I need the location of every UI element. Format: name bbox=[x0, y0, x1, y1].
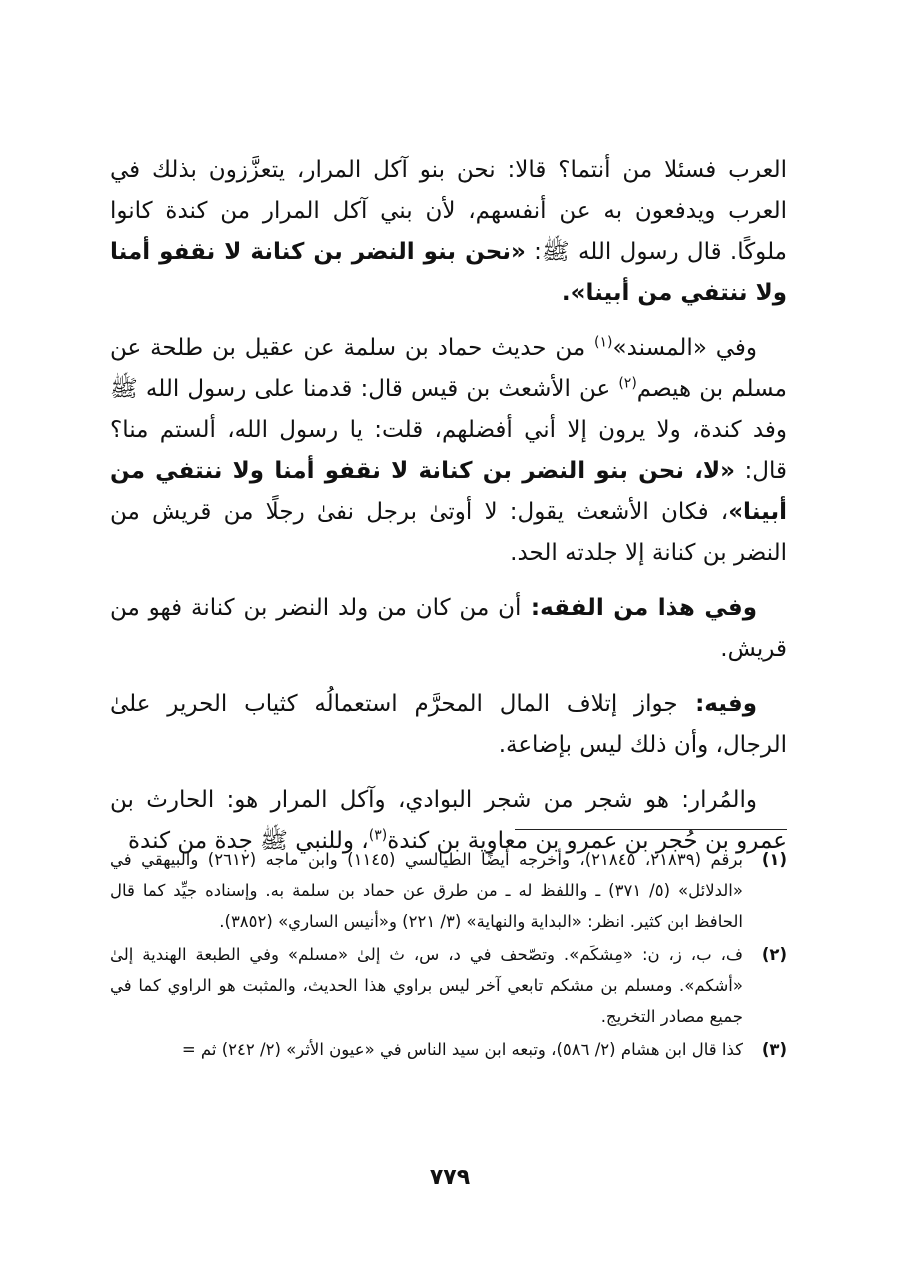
footnote-1 bbox=[110, 844, 787, 937]
main-text bbox=[110, 150, 787, 876]
footnote-ref-1[interactable]: (١) bbox=[594, 334, 613, 351]
footnote-3 bbox=[110, 1034, 787, 1065]
footnote-text: ف، ب، ز، ن: «مِشكَم». وتصّحف في د، س، ث إلىٰ «مسلم» وفي الطبعة الهندية إلىٰ «أشكم». ومسلم بن مشكم تابعي آخر ليس براوي هذا الحديث، والمثبت هو الراوي كما في جميع مصادر التخريج. bbox=[110, 945, 743, 1026]
paragraph-2 bbox=[110, 328, 787, 574]
footnote-separator bbox=[515, 829, 787, 830]
paragraph-2-text: من حديث حماد بن سلمة عن عقيل بن طلحة عن مسلم بن هيصم bbox=[110, 335, 787, 402]
footnote-text: كذا قال ابن هشام (٢/ ٥٨٦)، وتبعه ابن سيد الناس في «عيون الأثر» (٢/ ٢٤٢) ثم = bbox=[181, 1040, 743, 1059]
paragraph-3 bbox=[110, 588, 787, 670]
paragraph-3-text: أن من كان من ولد النضر بن كنانة فهو من قريش. bbox=[110, 595, 787, 662]
paragraph-1-text: العرب فسئلا من أنتما؟ قالا: نحن بنو آكل المرار، يتعزَّزون بذلك في العرب ويدفعون به عن أنفسهم، لأن بني آكل المرار من كندة كانوا ملوكًا. قال رسول الله ﷺ: bbox=[110, 157, 787, 265]
footnotes bbox=[110, 844, 787, 1067]
hadith-quote: «لا، نحن بنو النضر بن كنانة لا نقفو أمنا ولا ننتفي من أبينا» bbox=[110, 458, 787, 525]
footnote-text: برقم (٢١٨٣٩، ٢١٨٤٥)، وأخرجه أيضًا الطيالسي (١١٤٥) وابن ماجه (٢٦١٢) والبيهقي في «الدلائل» (٥/ ٣٧١) ـ واللفظ له ـ من طرق عن حماد بن سلمة به. وإسناده جيِّد كما قال الحافظ ابن كثير. انظر: «البداية والنهاية» (٣/ ٢٢١) و«أنيس الساري» (٣٨٥٢). bbox=[110, 850, 744, 931]
paragraph-1 bbox=[110, 150, 787, 314]
paragraph-2-text: ، فكان الأشعث يقول: لا أوتىٰ برجل نفىٰ رجلًا من قريش من النضر بن كنانة إلا جلدته الحد. bbox=[110, 499, 787, 566]
footnote-ref-2[interactable]: (٢) bbox=[618, 375, 637, 392]
paragraph-2-text: وفي «المسند» bbox=[612, 335, 758, 361]
footnote-2 bbox=[110, 939, 787, 1032]
paragraph-5-text: ، وللنبي ﷺ جدة من كندة bbox=[128, 828, 369, 854]
paragraph-2-text: عن الأشعث بن قيس قال: قدمنا على رسول الله ﷺ وفد كندة، ولا يرون إلا أني أفضلهم، قلت: يا رسول الله، ألستم منا؟ قال: bbox=[110, 376, 787, 484]
footnote-number: (٣) bbox=[761, 1040, 787, 1059]
fiqh-heading: وفيه: bbox=[677, 691, 757, 717]
footnote-number: (٢) bbox=[761, 945, 787, 964]
page-number: ٧٧٩ bbox=[429, 1165, 471, 1190]
hadith-quote: «نحن بنو النضر بن كنانة لا نقفو أمنا ولا ننتفي من أبينا». bbox=[110, 239, 787, 306]
paragraph-4-text: جواز إتلاف المال المحرَّم استعمالُه كثياب الحرير علىٰ الرجال، وأن ذلك ليس بإضاعة. bbox=[110, 691, 787, 758]
paragraph-4 bbox=[110, 684, 787, 766]
footnote-number: (١) bbox=[761, 850, 787, 869]
fiqh-heading: وفي هذا من الفقه: bbox=[521, 595, 758, 621]
paragraph-5-text: والمُرار: هو شجر من شجر البوادي، وآكل المرار هو: الحارث بن عمرو بن حُجر بن عمرو بن معاوية بن كندة bbox=[110, 787, 787, 854]
footnote-ref-3[interactable]: (٣) bbox=[368, 827, 388, 844]
